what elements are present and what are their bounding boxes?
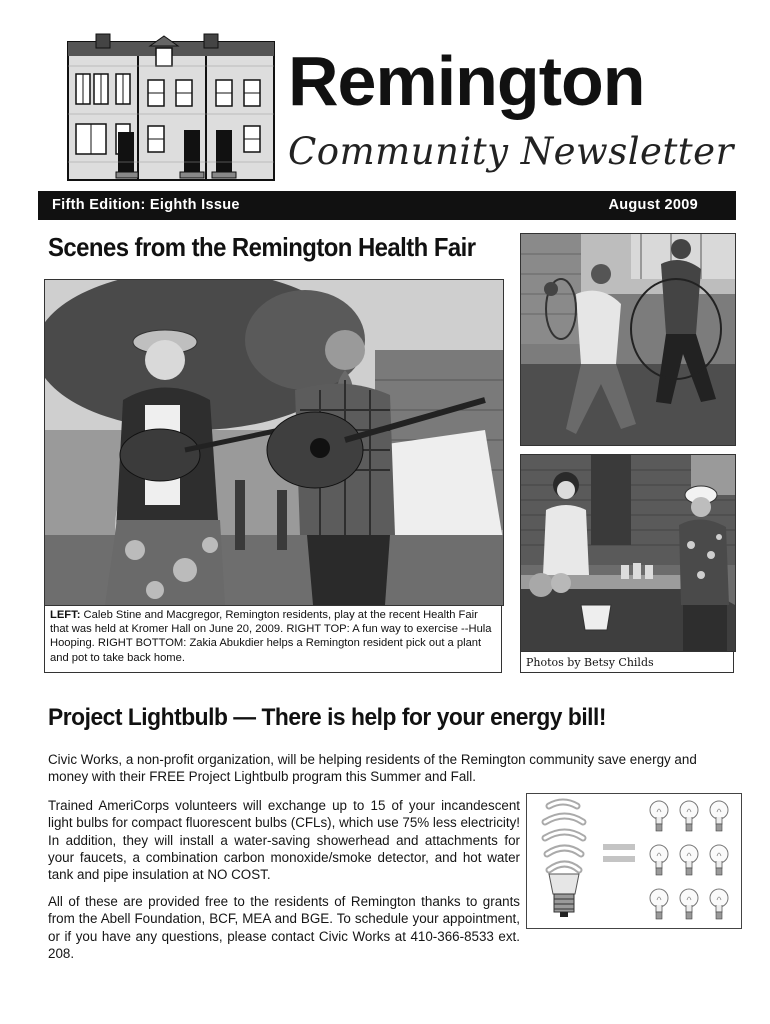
caption-left-label: LEFT: — [50, 609, 81, 621]
incandescent-bulb-icon — [710, 801, 728, 831]
edition-label: Fifth Edition: Eighth Issue — [52, 197, 240, 213]
lightbulb-paragraph-1: Civic Works, a non-profit organization, will be helping residents of the Remington community save energy and money with their FREE Project Lightbulb program this Summer and Fall. — [48, 752, 697, 785]
lightbulb-paragraph-2: Trained AmeriCorps volunteers will exchange up to 15 of your incandescent light bulbs for compact fluorescent bulbs (CFLs), which use 75% less electricity! In addition, they will install a water-saving showerhead and attachments for your faucets, a combination carbon monoxide/smoke detector, and hot water tank and pipe insulation at NO COST. — [48, 798, 520, 883]
issue-date: August 2009 — [608, 197, 698, 213]
hula-hoop-photo — [520, 233, 736, 446]
incandescent-bulb-icon — [680, 889, 698, 919]
incandescent-bulb-icon — [680, 845, 698, 875]
incandescent-bulb-icon — [650, 889, 668, 919]
bulb-comparison-graphic — [526, 793, 742, 929]
scenes-heading: Scenes from the Remington Health Fair — [48, 232, 476, 262]
issue-bar — [38, 191, 736, 220]
equals-sign-icon — [603, 844, 635, 862]
photo-credit: Photos by Betsy Childs — [520, 651, 734, 673]
incandescent-bulb-icon — [680, 801, 698, 831]
lightbulb-heading: Project Lightbulb — There is help for your energy bill! — [48, 704, 607, 731]
cfl-bulb-icon — [545, 802, 583, 917]
incandescent-bulb-icon — [650, 801, 668, 831]
incandescent-bulb-icon — [650, 845, 668, 875]
incandescent-bulb-icon — [710, 889, 728, 919]
rowhouses-logo-icon — [66, 32, 276, 182]
caption-text: Caleb Stine and Macgregor, Remington residents, play at the recent Health Fair that was held at Kromer Hall on June 20, 2009. RIGHT TOP: A fun way to exercise --Hula Hooping. RIGHT BOTTOM: Zakia Abukdier helps a Remington resident pick out a plant and pot to take back home. — [50, 609, 492, 664]
plant-table-photo — [520, 454, 736, 652]
incandescent-bulb-icon — [650, 801, 728, 919]
newsletter-subtitle: Community Newsletter — [288, 130, 734, 173]
incandescent-bulb-icon — [710, 845, 728, 875]
lightbulb-paragraph-3: All of these are provided free to the residents of Remington thanks to grants from the Abell Foundation, BCF, MEA and BGE. To schedule your appointment, or if you have any questions, please contact Civic Works at 410-366-8533 ext. 208. — [48, 894, 520, 961]
photo-caption — [44, 605, 502, 673]
musicians-photo — [44, 279, 504, 606]
newsletter-title: Remington — [288, 42, 645, 120]
